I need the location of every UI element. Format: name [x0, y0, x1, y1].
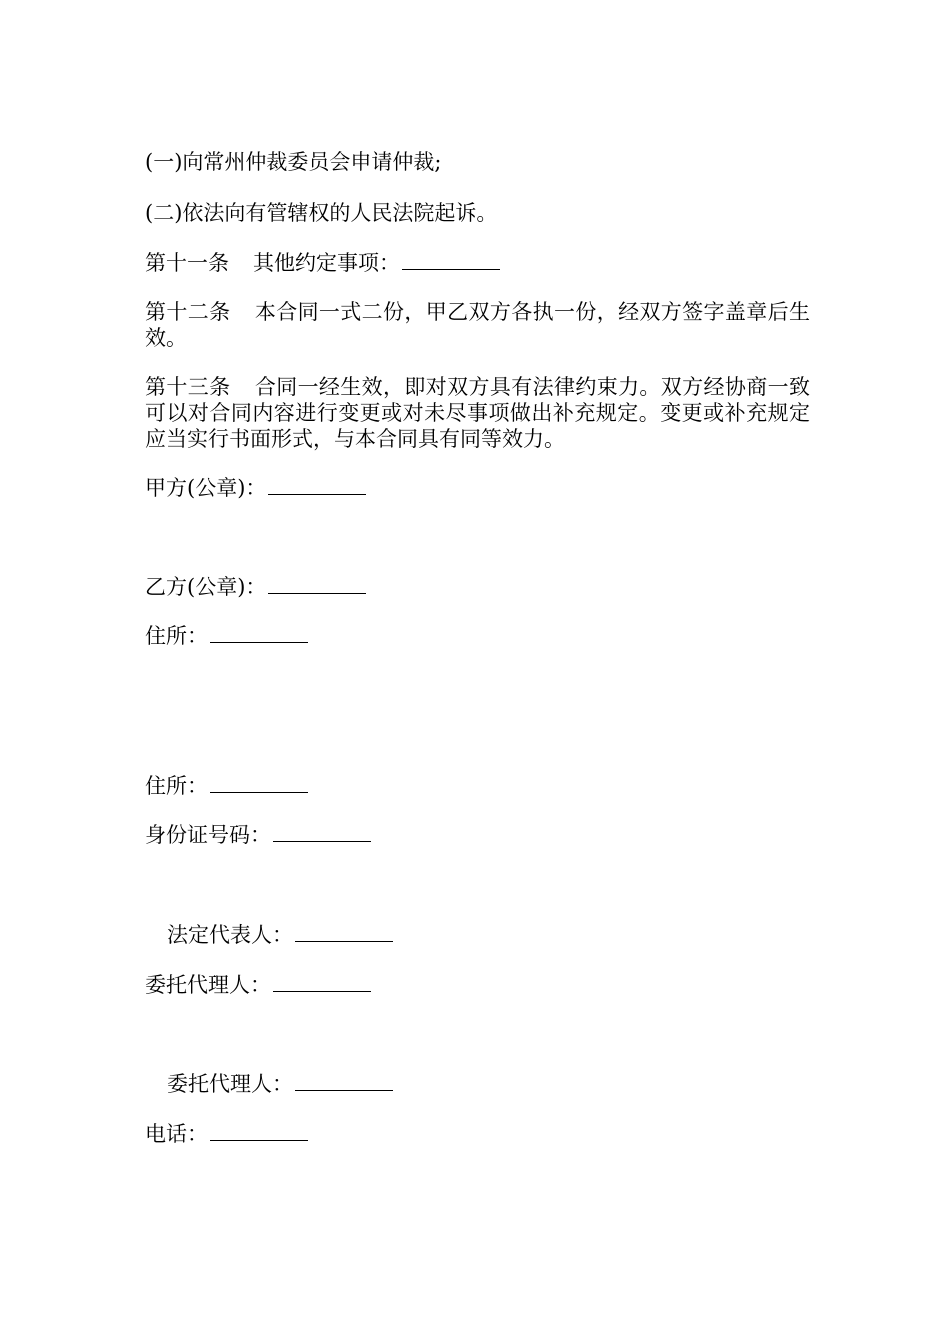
- blank-line: [295, 923, 393, 942]
- clause-item-1: [145, 149, 810, 175]
- clause-text: (一)向常州仲裁委员会申请仲裁;: [145, 150, 442, 174]
- article-number: 第十一条: [145, 251, 229, 275]
- article-12: [145, 299, 810, 351]
- id-number-field: [145, 822, 810, 848]
- blank-line: [210, 1122, 308, 1141]
- authorized-agent-field-b: [167, 1071, 832, 1097]
- blank-line: [210, 624, 308, 643]
- blank-line: [402, 251, 500, 270]
- phone-field: [145, 1121, 810, 1147]
- party-a-seal-field: [145, 475, 810, 501]
- blank-line: [273, 823, 371, 842]
- article-text: 其他约定事项：: [253, 251, 400, 275]
- field-label: 法定代表人：: [167, 923, 293, 947]
- field-label: 住所：: [145, 624, 208, 648]
- article-number: 第十二条: [145, 300, 231, 324]
- field-label: 身份证号码：: [145, 823, 271, 847]
- address-field-b: [145, 773, 810, 799]
- article-11: [145, 250, 810, 276]
- field-label: 乙方(公章)：: [145, 575, 267, 599]
- blank-line: [273, 973, 371, 992]
- field-label: 委托代理人：: [145, 973, 271, 997]
- blank-line: [295, 1072, 393, 1091]
- party-b-seal-field: [145, 574, 810, 600]
- address-field-a: [145, 623, 810, 649]
- article-number: 第十三条: [145, 375, 231, 399]
- legal-representative-field: [167, 922, 832, 948]
- field-label: 住所：: [145, 774, 208, 798]
- article-13: [145, 374, 810, 452]
- field-label: 委托代理人：: [167, 1072, 293, 1096]
- blank-line: [210, 774, 308, 793]
- article-text: 合同一经生效，即对双方具有法律约束力。双方经协商一致可以对合同内容进行变更或对未尽事项做出补充规定。变更或补充规定应当实行书面形式，与本合同具有同等效力。: [145, 375, 810, 451]
- authorized-agent-field-a: [145, 972, 810, 998]
- clause-text: (二)依法向有管辖权的人民法院起诉。: [145, 201, 498, 225]
- article-text: 本合同一式二份，甲乙双方各执一份，经双方签字盖章后生效。: [145, 300, 810, 350]
- field-label: 电话：: [145, 1122, 208, 1146]
- clause-item-2: [145, 200, 810, 226]
- blank-line: [268, 476, 366, 495]
- field-label: 甲方(公章)：: [145, 476, 267, 500]
- blank-line: [268, 575, 366, 594]
